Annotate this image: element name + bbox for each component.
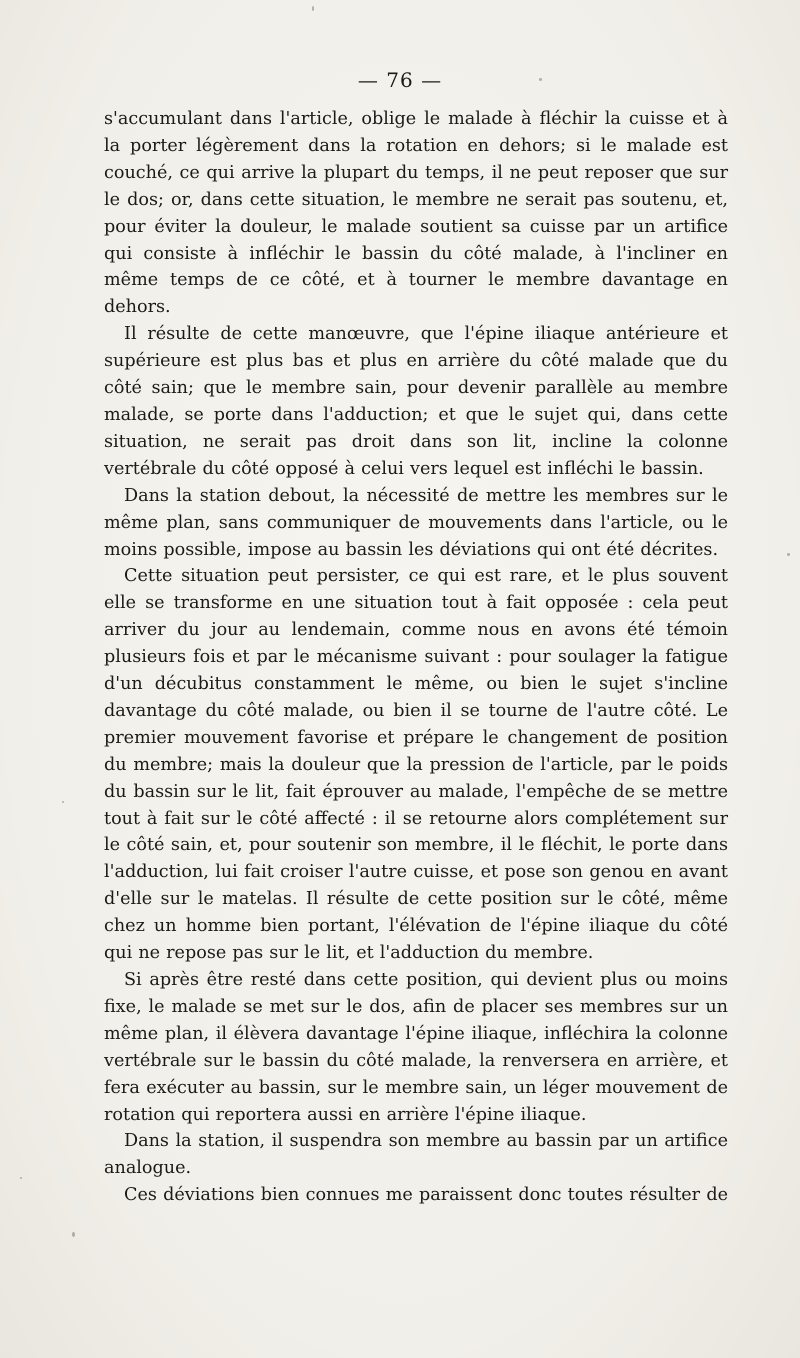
- paragraph-4: Cette situation peut persister, ce qui est rare, et le plus souvent elle se transforme en une situation tout à fait opposée : cela peut arriver du jour au lendemain, comme nous en avons été témoin plusieurs fois et par le mécanisme suivant : pour soulager la fatigue d'un décubitus constamment le même, ou bien le sujet s'incline davantage du côté malade, ou bien il se tourne de l'autre côté. Le premier mouvement favorise et prépare le changement de position du membre; mais la douleur que la pression de l'article, par le poids du bassin sur le lit, fait éprouver au malade, l'empêche de se mettre tout à fait sur le côté affecté : il se retourne alors complétement sur le côté sain, et, pour soutenir son membre, il le fléchit, le porte dans l'adduction, lui fait croiser l'autre cuisse, et pose son genou en avant d'elle sur le matelas. Il résulte de cette position sur le côté, même chez un homme bien portant, l'élévation de l'épine iliaque du côté qui ne repose pas sur le lit, et l'adduction du membre.: [104, 566, 728, 964]
- body-text: [104, 106, 728, 1209]
- paragraph-7: Ces déviations bien connues me paraissent donc toutes résulter de: [124, 1185, 728, 1206]
- paper-speck: [62, 801, 64, 803]
- paper-speck: [72, 1232, 75, 1237]
- page-number: — 76 —: [357, 68, 443, 92]
- paragraph-2: Il résulte de cette manœuvre, que l'épine iliaque antérieure et supérieure est plus bas et plus en arrière du côté malade que du côté sain; que le membre sain, pour devenir parallèle au membre malade, se porte dans l'adduction; et que le sujet qui, dans cette situation, ne serait pas droit dans son lit, incline la colonne vertébrale du côté opposé à celui vers lequel est infléchi le bassin.: [104, 324, 728, 479]
- paper-speck: [539, 78, 542, 81]
- paper-speck: [787, 553, 790, 556]
- paragraph-6: Dans la station, il suspendra son membre au bassin par un artifice analogue.: [104, 1131, 728, 1179]
- paragraph-3: Dans la station debout, la nécessité de mettre les membres sur le même plan, sans communiquer de mouvements dans l'article, ou le moins possible, impose au bassin les déviations qui ont été décrites.: [104, 485, 728, 560]
- paragraph-5: Si après être resté dans cette position, qui devient plus ou moins fixe, le malade se met sur le dos, afin de placer ses membres sur un même plan, il élèvera davantage l'épine iliaque, infléchira la colonne vertébrale sur le bassin du côté malade, la renversera en arrière, et fera exécuter au bassin, sur le membre sain, un léger mouvement de rotation qui reportera aussi en arrière l'épine iliaque.: [104, 970, 728, 1125]
- paper-speck: [312, 6, 314, 11]
- paper-speck: [20, 1177, 22, 1179]
- paragraph-1: s'accumulant dans l'article, oblige le malade à fléchir la cuisse et à la porter légèrement dans la rotation en dehors; si le malade est couché, ce qui arrive la plupart du temps, il ne peut reposer que sur le dos; or, dans cette situation, le membre ne serait pas soutenu, et, pour éviter la douleur, le malade soutient sa cuisse par un artifice qui consiste à infléchir le bassin du côté malade, à l'incliner en même temps de ce côté, et à tourner le membre davantage en dehors.: [104, 109, 728, 318]
